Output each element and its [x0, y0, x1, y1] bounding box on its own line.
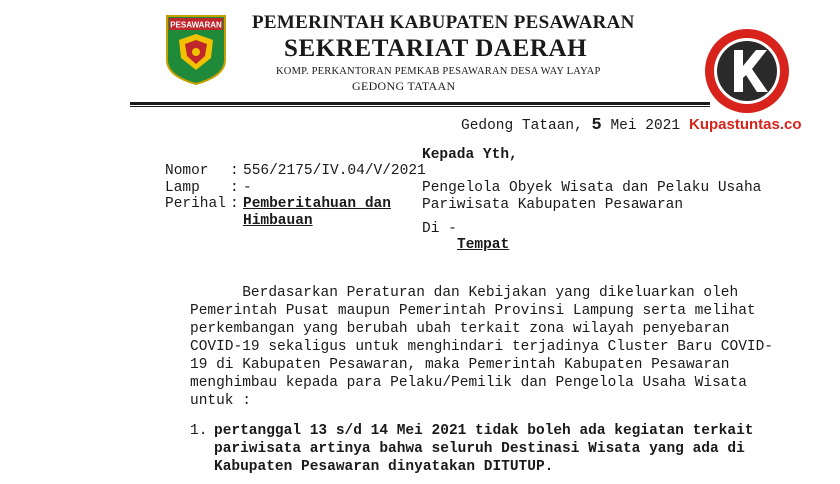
lamp-value: -	[243, 180, 252, 196]
perihal-value-line1: Pemberitahuan dan	[243, 196, 391, 212]
kupastuntas-brand-text: Kupastuntas.co	[689, 116, 802, 133]
header-city: GEDONG TATAAN	[352, 79, 456, 93]
recipient-di: Di -	[422, 221, 457, 237]
kupastuntas-logo-icon	[704, 28, 790, 114]
header-rule-thin	[130, 106, 710, 107]
body-line: Berdasarkan Peraturan dan Kebijakan yang dikeluarkan oleh	[190, 285, 739, 301]
body-line: untuk :	[190, 393, 251, 409]
date-day: 5	[591, 116, 602, 135]
letter-date	[461, 116, 680, 135]
recipient-greeting: Kepada Yth,	[422, 147, 518, 163]
header-address: KOMP. PERKANTORAN PEMKAB PESAWARAN DESA WAY LAYAP	[276, 66, 601, 77]
crest-text: PESAWARAN	[170, 20, 222, 30]
date-month-year: Mei 2021	[610, 118, 681, 134]
header-government: PEMERINTAH KABUPATEN PESAWARAN	[252, 12, 635, 33]
recipient-line1: Pengelola Obyek Wisata dan Pelaku Usaha	[422, 180, 762, 196]
item-1-line: pertanggal 13 s/d 14 Mei 2021 tidak boleh ada kegiatan terkait	[214, 423, 754, 439]
header-rule-thick	[130, 102, 710, 105]
pesawaran-crest-logo	[165, 14, 227, 86]
lamp-colon: :	[230, 180, 239, 196]
body-line: Pemerintah Pusat maupun Pemerintah Provinsi Lampung serta melihat	[190, 303, 756, 319]
recipient-tempat: Tempat	[457, 237, 510, 253]
lamp-label: Lamp	[165, 180, 200, 196]
body-paragraph	[190, 285, 773, 413]
body-line: menghimbau kepada para Pelaku/Pemilik dan Pengelola Usaha Wisata	[190, 375, 747, 391]
body-line: 19 di Kabupaten Pesawaran, maka Pemerintah Kabupaten Pesawaran	[190, 357, 730, 373]
perihal-value-line2: Himbauan	[243, 213, 313, 229]
perihal-label: Perihal	[165, 196, 226, 212]
item-1-line: Kabupaten Pesawaran dinyatakan DITUTUP.	[214, 459, 554, 475]
body-line: perkembangan yang berubah ubah terkait zona wilayah penyebaran	[190, 321, 730, 337]
body-line: COVID-19 sekaligus untuk menghindari terjadinya Cluster Baru COVID-	[190, 339, 773, 355]
recipient-line2: Pariwisata Kabupaten Pesawaran	[422, 197, 684, 213]
header-secretariat: SEKRETARIAT DAERAH	[284, 35, 588, 62]
item-1-number: 1.	[190, 423, 208, 439]
nomor-value: 556/2175/IV.04/V/2021	[243, 163, 426, 179]
perihal-colon: :	[230, 196, 239, 212]
date-place: Gedong Tataan,	[461, 118, 583, 134]
nomor-label: Nomor	[165, 163, 209, 179]
nomor-colon: :	[230, 163, 239, 179]
item-1-line: pariwisata artinya bahwa seluruh Destinasi Wisata yang ada di	[214, 441, 745, 457]
